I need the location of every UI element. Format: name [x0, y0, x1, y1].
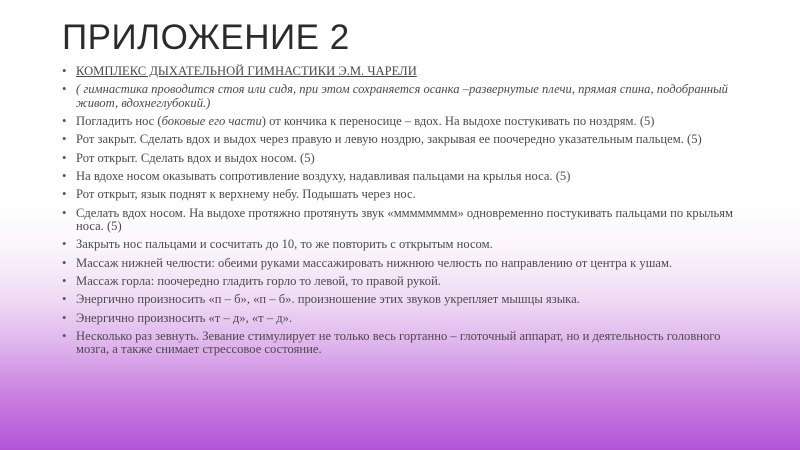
- list-item: [62, 207, 752, 234]
- list-item-text: Рот закрыт. Сделать вдох и выдох через правую и левую ноздрю, закрывая ее поочередно указательным пальцем. (5): [76, 132, 702, 147]
- list-item: [62, 170, 752, 184]
- list-item: [62, 330, 752, 357]
- list-item-text: Сделать вдох носом. На выдохе протяжно протянуть звук «мммммммм» одновременно постукивать пальцами по крыльям носа. (5): [76, 205, 733, 234]
- list-item-text: Рот открыт, язык поднят к верхнему небу. Подышать через нос.: [76, 187, 416, 202]
- list-item-text: На вдохе носом оказывать сопротивление воздуху, надавливая пальцами на крылья носа. (5): [76, 168, 571, 183]
- list-item-text: Массаж горла: поочередно гладить горло то левой, то правой рукой.: [76, 273, 441, 288]
- list-item-heading: КОМПЛЕКС ДЫХАТЕЛЬНОЙ ГИМНАСТИКИ Э.М. ЧАРЕЛИ: [76, 64, 417, 78]
- list-item: [62, 312, 752, 326]
- list-item-text: Несколько раз зевнуть. Зевание стимулирует не только весь гортанно – глоточный аппарат, но и деятельность головного мозга, а также снимает стрессовое состояние.: [76, 328, 721, 357]
- list-item-text: Закрыть нос пальцами и сосчитать до 10, то же повторить с открытым носом.: [76, 237, 493, 252]
- slide-title: ПРИЛОЖЕНИЕ 2: [62, 18, 350, 57]
- list-item-text: Энергично произносить «п – б», «п – б». произношение этих звуков укрепляет мышцы языка.: [76, 292, 580, 307]
- list-item-text: Массаж нижней челюсти: обеими руками массажировать нижнюю челюсть по направлению от центра к ушам.: [76, 255, 673, 270]
- list-item: [62, 152, 752, 166]
- bullet-list: [62, 65, 752, 362]
- list-item: [62, 257, 752, 271]
- list-item: [62, 275, 752, 289]
- list-item-text: ) от кончика к переносице – вдох. На выдохе постукивать по ноздрям. (5): [261, 114, 655, 129]
- list-item: [62, 293, 752, 307]
- list-item-text: Энергично произносить «т – д», «т – д».: [76, 310, 293, 325]
- list-item-text: Рот открыт. Сделать вдох и выдох носом. (5): [76, 150, 315, 165]
- list-item-note: ( гимнастика проводится стоя или сидя, при этом сохраняется осанка –развернутые плечи, прямая спина, подобранный живот, вдохнеглубокий.): [76, 82, 728, 110]
- list-item: [62, 65, 752, 79]
- list-item: [62, 188, 752, 202]
- list-item: [62, 83, 752, 110]
- list-item-italic-text: боковые его части: [161, 114, 262, 129]
- list-item: [62, 238, 752, 252]
- list-item: [62, 133, 752, 147]
- list-item: [62, 115, 752, 129]
- list-item-text: Погладить нос (: [76, 114, 162, 129]
